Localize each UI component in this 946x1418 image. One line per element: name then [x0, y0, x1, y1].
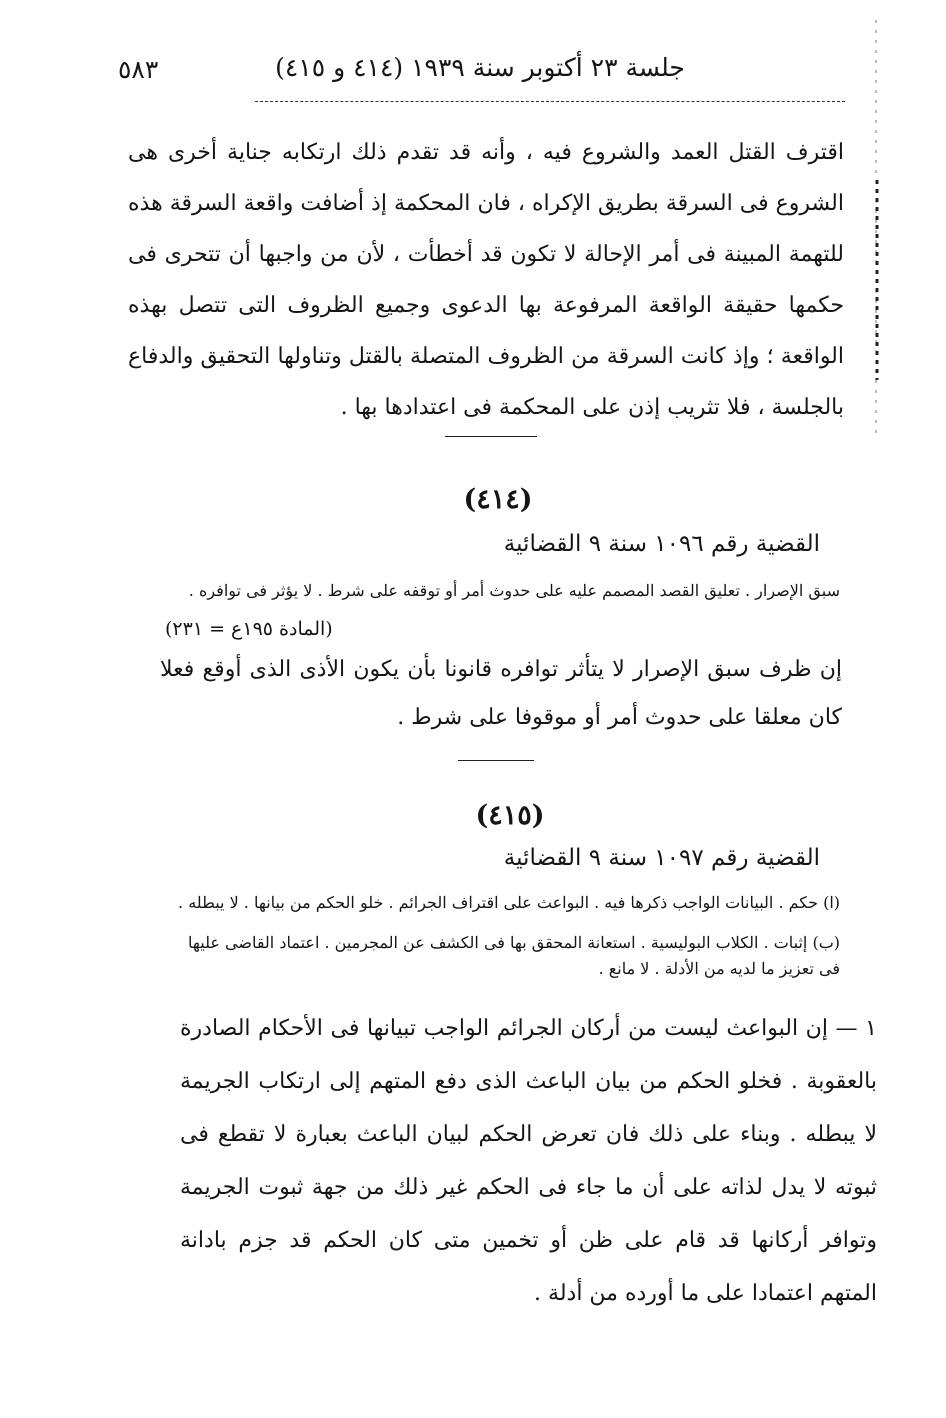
headnote-item-b: (ب) إثبات . الكلاب البوليسية . استعانة المحقق بها فى الكشف عن المجرمين . اعتماد القاضى عليها فى تعزيز ما لديه من الأدلة . لا مانع . [188, 933, 840, 978]
running-title: جلسة ٢٣ أكتوبر سنة ١٩٣٩ (٤١٤ و ٤١٥) [275, 53, 685, 82]
headnote-item-a: (ا) حكم . البيانات الواجب ذكرها فيه . البواعث على اقتراف الجرائم . خلو الحكم من بيانها . لا يبطله . [178, 893, 840, 912]
case-reference: القضية رقم ١٠٩٧ سنة ٩ القضائية [503, 845, 820, 871]
article-reference: (المادة ١٩٥ع = ٢٣١) [165, 618, 333, 640]
case-number: (٤١٥) [475, 800, 545, 831]
case-headnotes [178, 890, 840, 1000]
header-rule [255, 101, 845, 102]
scan-margin-artifact [870, 20, 882, 440]
page-number: ٥٨٣ [118, 55, 159, 84]
case-reference: القضية رقم ١٠٩٦ سنة ٩ القضائية [503, 531, 820, 557]
section-separator [445, 436, 537, 437]
case-number: (٤١٤) [463, 484, 533, 515]
case-headnote [185, 578, 840, 604]
section-separator [458, 760, 534, 761]
continuation-paragraph: اقترف القتل العمد والشروع فيه ، وأنه قد تقدم ذلك ارتكابه جناية أخرى هى الشروع فى السرقة بطريق الإكراه ، فان المحكمة إذ أضافت واقعة السرقة هذه للتهمة المبينة فى أمر الإحالة لا تكون قد أخطأت ، لأن من واجبها أن تتحرى فى حكمها حقيقة الواقعة المرفوعة بها الدعوى وجميع الظروف التى تتصل بهذه الواقعة ؛ وإذ كانت السرقة من الظروف المتصلة بالقتل وتناولها التحقيق والدفاع بالجلسة ، فلا تثريب إذن على المحكمة فى اعتدادها بها . [128, 140, 844, 420]
case-ruling: ١ — إن البواعث ليست من أركان الجرائم الواجب تبيانها فى الأحكام الصادرة بالعقوبة . فخلو الحكم من بيان الباعث الذى دفع المتهم إلى ارتكاب الجريمة لا يبطله . وبناء على ذلك فان تعرض الحكم لبيان الباعث بعبارة لا تقطع فى ثبوته لا يدل لذاته على أن ما جاء فى الحكم غير ذلك من جهة ثبوت الجريمة وتوافر أركانها قد قام على ظن أو تخمين متى كان الحكم قد جزم بادانة المتهم اعتمادا على ما أورده من أدلة . [180, 1016, 877, 1306]
headnote-item: سبق الإصرار . تعليق القصد المصمم عليه على حدوث أمر أو توقفه على شرط . لا يؤثر فى توافره . [188, 581, 840, 600]
case-ruling: إن ظرف سبق الإصرار لا يتأثر توافره قانونا بأن يكون الأذى الذى أوقع فعلا كان معلقا على حدوث أمر أو موقوفا على شرط . [160, 657, 842, 730]
